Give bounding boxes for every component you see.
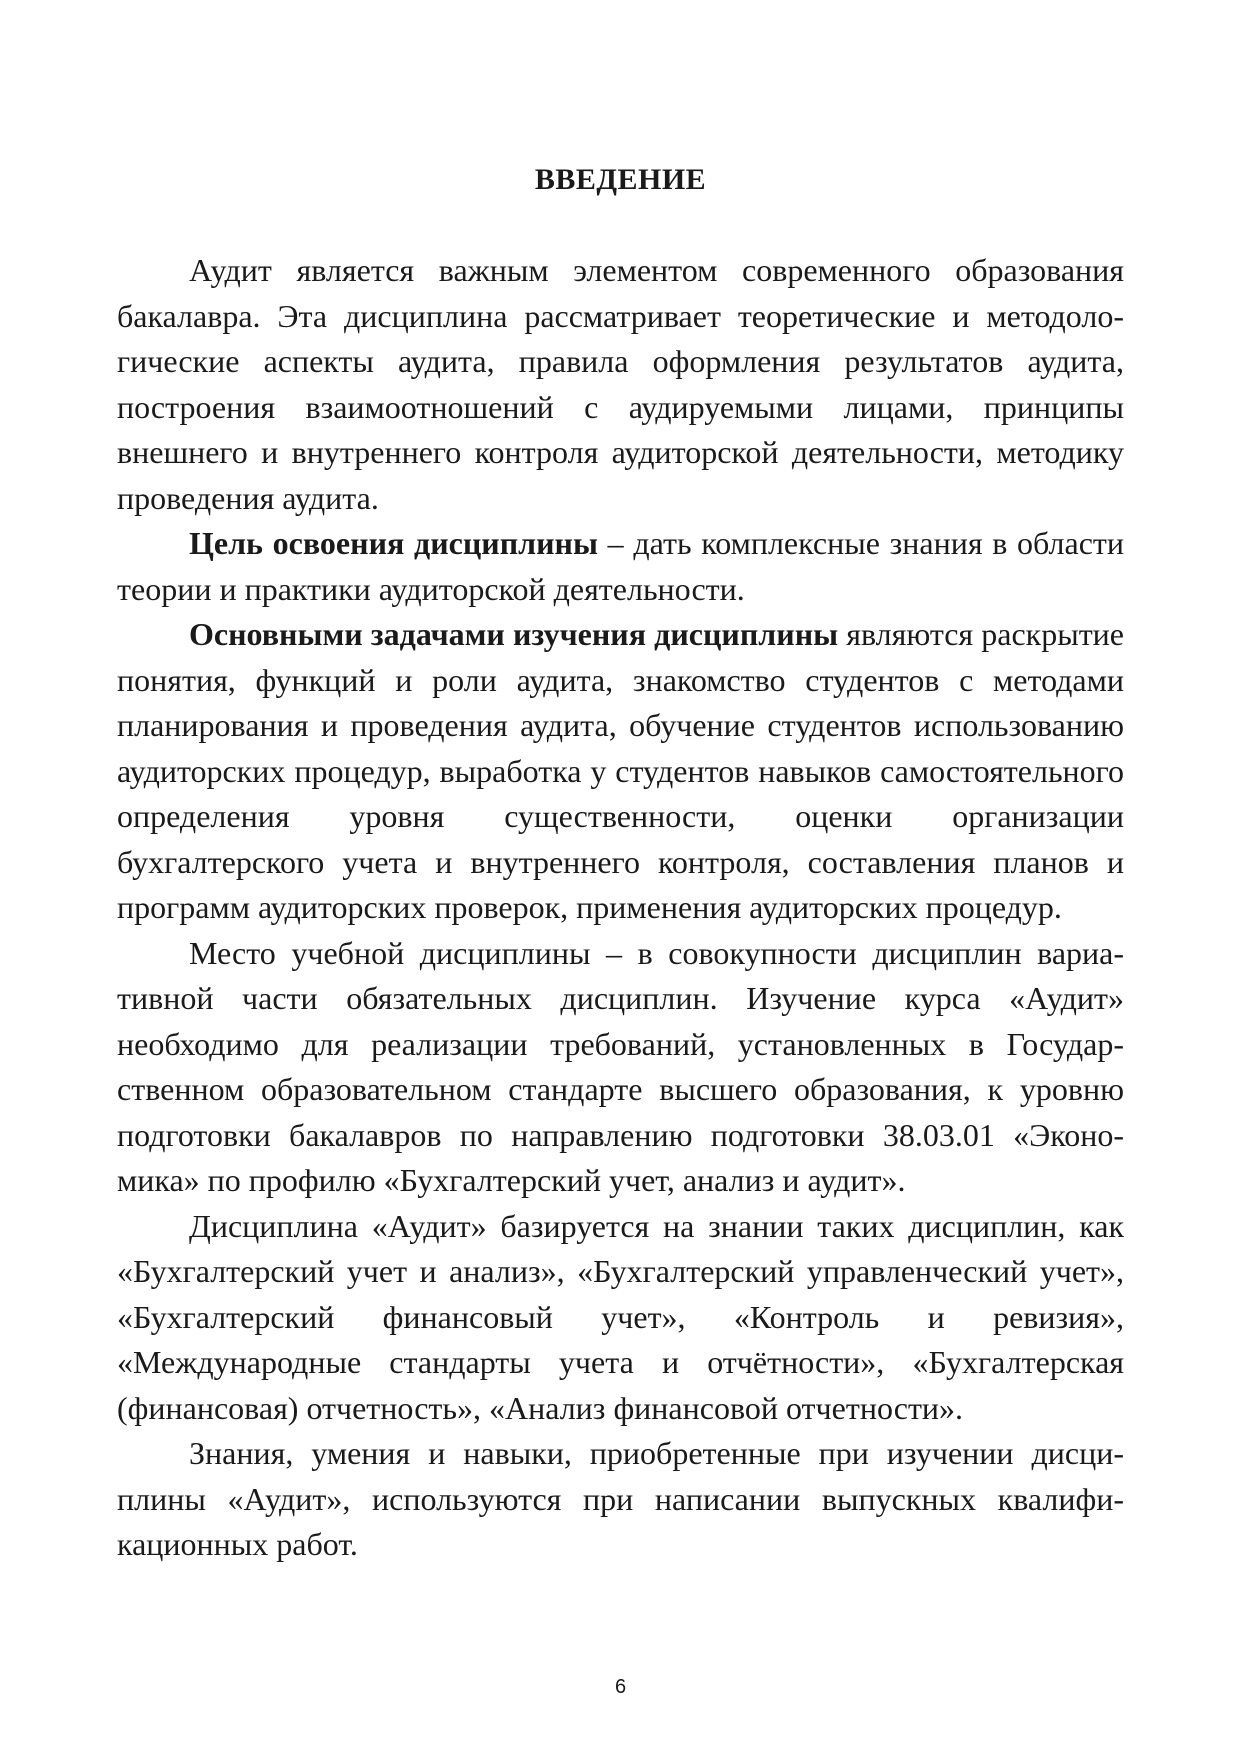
page-number: 6 [614, 1676, 627, 1698]
body-text [117, 248, 1124, 1568]
tasks-term: Основными задачами изучения дисциплины [189, 616, 839, 652]
paragraph-prerequisites: Дисциплина «Аудит» базируется на знании таких дисциплин, как «Бухгалтерский учет и анализ», «Бухгалтерский управленческий учет», «Бухгалтерский финансовый учет», «Контроль и ревизия», «Международные стандарты учета и отчётности», «Бухгалтерская (финансовая) отчетность», «Анализ финансовой отчетности». [117, 1207, 1124, 1426]
paragraph-goal [117, 521, 1124, 612]
paragraph-application: Знания, умения и навыки, приобретенные при изучении дисциплины «Аудит», используются при написании выпускных квалификационных работ. [117, 1435, 1124, 1562]
tasks-text: являются раскрытие понятия, функций и роли аудита, знакомство студентов с методами планирования и проведения аудита, обучение студентов использованию аудиторских процедур, выработка у студентов навыков самостоятельного определения уровня существенности, оценки организации бухгалтерского учета и внутреннего контроля, составления планов и программ аудиторских проверок, применения аудиторских процедур. [117, 616, 1124, 925]
goal-text: – дать комплексные знания в области теории и практики аудиторской деятельности. [117, 525, 1125, 607]
paragraph-tasks [117, 612, 1124, 931]
page-title: ВВЕДЕНИЕ [534, 163, 707, 196]
document-page [117, 0, 1124, 1754]
goal-term: Цель освоения дисциплины [189, 525, 598, 561]
paragraph-intro: Аудит является важным элементом современного образования бакалавра. Эта дисциплина рассматривает теоретические и методологические аспекты аудита, правила оформления результатов аудита, построения взаимоотношений с аудируемыми лицами, принципы внешнего и внутреннего контроля аудиторской деятельности, методику проведения аудита. [117, 252, 1124, 516]
paragraph-place: Место учебной дисциплины – в совокупности дисциплин вариативной части обязательных дисциплин. Изучение курса «Аудит» необходимо для реализации требований, установленных в Государственном образовательном стандарте высшего образования, к уровню подготовки бакалавров по направлению подготовки 38.03.01 «Экономика» по профилю «Бухгалтерский учет, анализ и аудит». [117, 934, 1124, 1198]
